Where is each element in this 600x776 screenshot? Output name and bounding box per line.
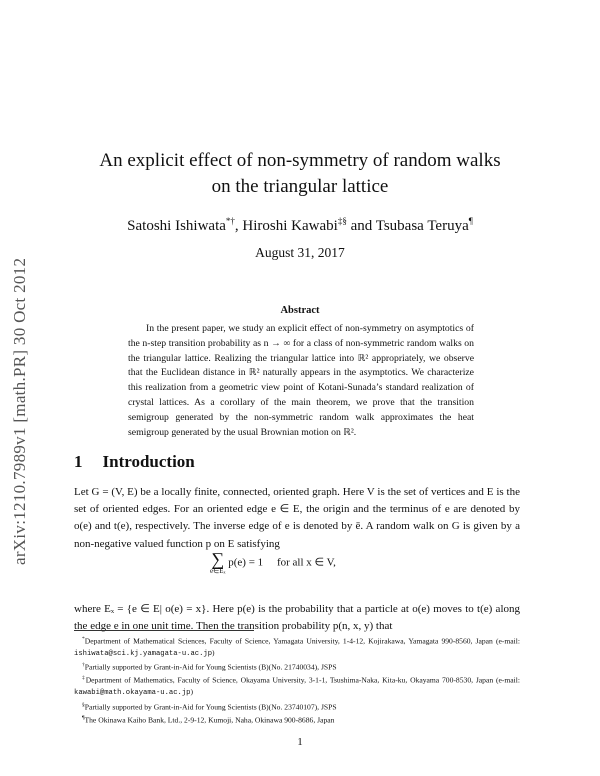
author-2-mark: ‡§ [337, 216, 347, 226]
footnote: ¶The Okinawa Kaiho Bank, Ltd., 2-9-12, Kumoji, Naha, Okinawa 900-8686, Japan [82, 714, 335, 725]
email-link[interactable]: kawabi@math.okayama-u.ac.jp [74, 689, 191, 698]
sum-subscript: e∈Eₓ [210, 567, 226, 575]
author-3: Tsubasa Teruya [375, 218, 469, 234]
page-number: 1 [297, 736, 303, 748]
author-conjunction: and [350, 218, 373, 234]
abstract-heading: Abstract [280, 305, 320, 316]
author-2: Hiroshi Kawabi [242, 218, 338, 234]
author-list: Satoshi Ishiwata*†, Hiroshi Kawabi‡§ and Tsubasa Teruya¶ [127, 216, 473, 234]
author-1: Satoshi Ishiwata [127, 218, 226, 234]
paragraph-1: Let G = (V, E) be a locally finite, connected, oriented graph. Here V is the set of vertices and E is the set of oriented edges. For an oriented edge e ∈ E, the origin and the terminus of e are denoted by o(e) and t(e), respectively. The inverse edge of e is denoted by ē. A random walk on G is given by a non-negative valued function p on E satisfying [74, 486, 520, 550]
footnotes [74, 634, 520, 726]
title-line-1: An explicit effect of non-symmetry of random walks [99, 150, 501, 171]
sum-symbol: ∑ e∈Eₓ [210, 549, 226, 575]
equation [210, 551, 440, 575]
abstract-text: In the present paper, we study an explicit effect of non-symmetry on asymptotics of the n-step transition probability as n → ∞ for a class of non-symmetric random walks on the triangular lattice. Realizing the triangular lattice into ℝ² appropriately, we observe that the Euclidean distance in ℝ² naturally appears in the asymptotics. We characterize this realization from a geometric view point of Kotani-Sunada’s standard realization of crystal lattices. As a corollary of the main theorem, we prove that the transition semigroup generated by the non-symmetric random walk approximates the heat semigroup generated by the usual Brownian motion on ℝ². [128, 323, 474, 438]
author-1-mark: *† [225, 216, 235, 226]
footnote: †Partially supported by Grant-in-Aid for Young Scientists (B)(No. 21740034), JSPS [82, 662, 337, 672]
paper-date: August 31, 2017 [255, 245, 345, 260]
equation-condition: for all x ∈ V, [276, 556, 336, 569]
title-line-2: on the triangular lattice [211, 176, 389, 197]
equation-body: p(e) = 1 [228, 556, 264, 569]
section-title: Introduction [102, 452, 195, 471]
footnote: ‡Department of Mathematics, Faculty of Science, Okayama University, 3-1-1, Tsushima-Naka, Kita-ku, Okayama 700-8530, Japan (e-mail: kawabi@math.okayama-u.ac.jp) [74, 675, 521, 698]
author-3-mark: ¶ [468, 216, 473, 226]
paragraph-2: where Eₓ = {e ∈ E| o(e) = x}. Here p(e) is the probability that a particle at o(e) moves to t(e) along the edge e in one unit time. Then the transition probability p(n, x, y) that [74, 603, 520, 633]
arxiv-identifier: arXiv:1210.7989v1 [math.PR] 30 Oct 2012 [10, 257, 29, 565]
footnote-rule [74, 630, 254, 631]
footnote: *Department of Mathematical Sciences, Faculty of Science, Yamagata University, 1-4-12, Kojirakawa, Yamagata 990-8560, Japan (e-mail: ishiwata@sci.kj.yamagata-u.ac.jp) [74, 636, 520, 658]
paper-title [60, 148, 540, 200]
section-number: 1 [74, 452, 83, 471]
footnote: §Partially supported by Grant-in-Aid for Young Scientists (B)(No. 23740107), JSPS [82, 701, 337, 712]
email-link[interactable]: ishiwata@sci.kj.yamagata-u.ac.jp [74, 649, 213, 658]
section-heading [74, 452, 195, 472]
